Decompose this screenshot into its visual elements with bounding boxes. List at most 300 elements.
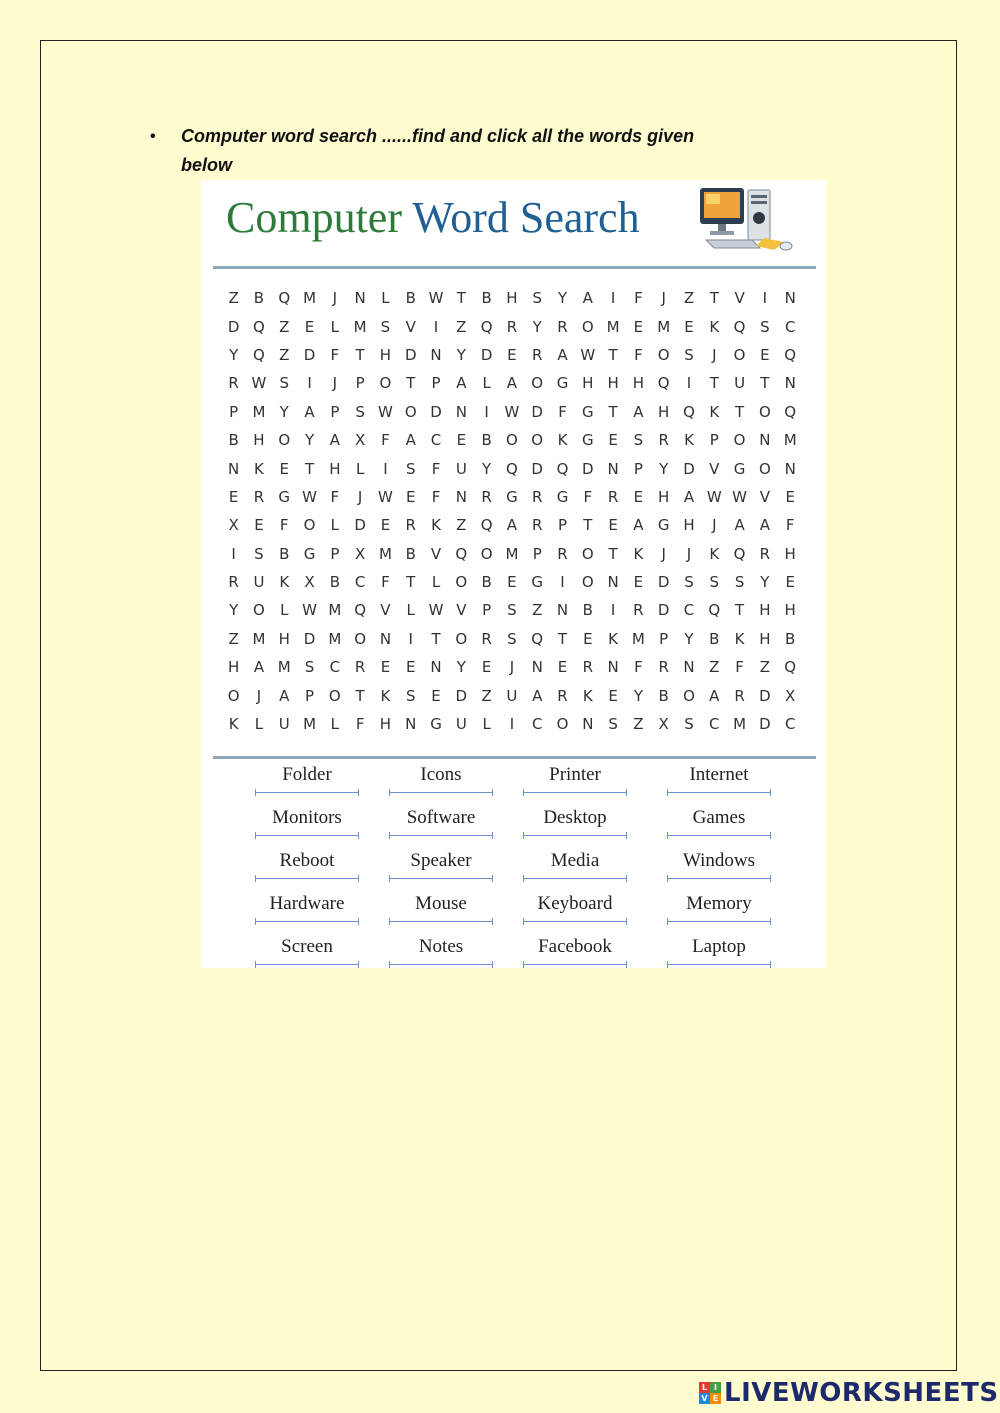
- grid-letter[interactable]: R: [531, 345, 543, 364]
- grid-letter[interactable]: I: [509, 715, 515, 734]
- grid-letter[interactable]: R: [734, 686, 745, 705]
- grid-letter[interactable]: P: [229, 402, 239, 421]
- grid-letter[interactable]: Q: [480, 317, 493, 336]
- grid-letter[interactable]: E: [405, 487, 416, 506]
- grid-letter[interactable]: D: [303, 345, 316, 364]
- grid-letter[interactable]: A: [304, 402, 315, 421]
- grid-letter[interactable]: A: [734, 516, 745, 535]
- grid-letter[interactable]: L: [431, 573, 441, 592]
- grid-letter[interactable]: W: [706, 487, 722, 506]
- grid-letter[interactable]: Z: [683, 289, 695, 308]
- grid-letter[interactable]: M: [328, 629, 342, 648]
- grid-letter[interactable]: I: [231, 544, 236, 563]
- grid-letter[interactable]: B: [405, 289, 416, 308]
- grid-letter[interactable]: F: [330, 487, 340, 506]
- grid-letter[interactable]: F: [785, 516, 795, 535]
- grid-letter[interactable]: E: [633, 487, 644, 506]
- grid-letter[interactable]: G: [430, 715, 442, 734]
- grid-letter[interactable]: S: [507, 629, 517, 648]
- grid-letter[interactable]: H: [506, 289, 518, 308]
- grid-letter[interactable]: S: [684, 573, 694, 592]
- grid-letter[interactable]: J: [357, 487, 363, 506]
- grid-letter[interactable]: F: [558, 402, 567, 421]
- grid-letter[interactable]: G: [657, 516, 670, 535]
- grid-letter[interactable]: N: [556, 601, 569, 620]
- grid-letter[interactable]: L: [330, 715, 340, 734]
- grid-letter[interactable]: O: [657, 345, 670, 364]
- grid-letter[interactable]: S: [734, 573, 745, 592]
- grid-letter[interactable]: Q: [733, 317, 746, 336]
- grid-letter[interactable]: L: [482, 715, 491, 734]
- grid-letter[interactable]: H: [759, 629, 771, 648]
- grid-letter[interactable]: N: [784, 374, 796, 393]
- grid-letter[interactable]: N: [784, 459, 796, 478]
- grid-letter[interactable]: R: [607, 487, 619, 506]
- grid-letter[interactable]: X: [228, 516, 239, 535]
- grid-letter[interactable]: R: [253, 487, 265, 506]
- grid-letter[interactable]: S: [633, 431, 644, 450]
- grid-letter[interactable]: R: [759, 544, 771, 563]
- grid-letter[interactable]: A: [253, 658, 265, 677]
- grid-letter[interactable]: H: [658, 487, 670, 506]
- grid-letter[interactable]: O: [227, 686, 240, 705]
- grid-letter[interactable]: K: [684, 431, 694, 450]
- grid-letter[interactable]: J: [661, 544, 666, 563]
- grid-letter[interactable]: W: [732, 487, 747, 506]
- grid-letter[interactable]: V: [380, 601, 391, 620]
- grid-letter[interactable]: W: [504, 402, 520, 421]
- grid-letter[interactable]: H: [253, 431, 265, 450]
- grid-letter[interactable]: S: [405, 459, 416, 478]
- grid-letter[interactable]: D: [759, 686, 771, 705]
- grid-letter[interactable]: D: [657, 601, 670, 620]
- grid-letter[interactable]: S: [355, 402, 365, 421]
- grid-letter[interactable]: Q: [733, 544, 746, 563]
- grid-letter[interactable]: D: [354, 516, 366, 535]
- grid-letter[interactable]: P: [355, 374, 365, 393]
- grid-letter[interactable]: A: [683, 487, 695, 506]
- grid-letter[interactable]: A: [709, 686, 720, 705]
- grid-letter[interactable]: Z: [228, 289, 239, 308]
- grid-letter[interactable]: A: [582, 289, 593, 308]
- grid-letter[interactable]: T: [608, 345, 618, 364]
- grid-letter[interactable]: E: [431, 686, 441, 705]
- grid-letter[interactable]: I: [307, 374, 312, 393]
- grid-letter[interactable]: E: [633, 573, 644, 592]
- grid-letter[interactable]: E: [380, 516, 391, 535]
- grid-letter[interactable]: B: [481, 431, 492, 450]
- grid-letter[interactable]: R: [633, 601, 644, 620]
- grid-letter[interactable]: L: [280, 601, 289, 620]
- grid-letter[interactable]: F: [634, 658, 643, 677]
- grid-letter[interactable]: D: [303, 629, 316, 648]
- grid-letter[interactable]: F: [381, 431, 390, 450]
- grid-letter[interactable]: N: [430, 658, 442, 677]
- grid-letter[interactable]: E: [254, 516, 264, 535]
- grid-letter[interactable]: S: [684, 345, 694, 364]
- grid-letter[interactable]: N: [683, 658, 695, 677]
- grid-letter[interactable]: U: [455, 715, 467, 734]
- grid-letter[interactable]: R: [481, 629, 492, 648]
- grid-letter[interactable]: T: [608, 402, 618, 421]
- grid-letter[interactable]: S: [380, 317, 391, 336]
- grid-letter[interactable]: N: [379, 629, 392, 648]
- grid-letter[interactable]: M: [783, 431, 797, 450]
- grid-letter[interactable]: Q: [784, 658, 797, 677]
- grid-letter[interactable]: N: [455, 487, 467, 506]
- grid-letter[interactable]: T: [709, 374, 719, 393]
- grid-letter[interactable]: P: [557, 516, 568, 535]
- grid-letter[interactable]: J: [712, 516, 717, 535]
- grid-letter[interactable]: N: [531, 658, 543, 677]
- grid-letter[interactable]: M: [733, 715, 747, 734]
- grid-letter[interactable]: S: [507, 601, 517, 620]
- grid-letter[interactable]: X: [304, 573, 315, 592]
- grid-letter[interactable]: N: [607, 459, 619, 478]
- grid-letter[interactable]: G: [556, 487, 569, 506]
- grid-letter[interactable]: S: [709, 573, 720, 592]
- grid-letter[interactable]: L: [482, 374, 491, 393]
- grid-letter[interactable]: O: [328, 686, 341, 705]
- grid-letter[interactable]: Q: [455, 544, 468, 563]
- grid-letter[interactable]: V: [430, 544, 442, 563]
- grid-letter[interactable]: R: [506, 317, 518, 336]
- grid-letter[interactable]: T: [406, 374, 416, 393]
- grid-letter[interactable]: Q: [784, 402, 797, 421]
- grid-letter[interactable]: Q: [278, 289, 291, 308]
- grid-letter[interactable]: H: [607, 374, 619, 393]
- grid-letter[interactable]: D: [455, 686, 468, 705]
- grid-letter[interactable]: Q: [253, 317, 265, 336]
- grid-letter[interactable]: N: [607, 573, 619, 592]
- grid-letter[interactable]: H: [784, 544, 796, 563]
- grid-letter[interactable]: G: [506, 487, 518, 506]
- grid-letter[interactable]: K: [608, 629, 619, 648]
- grid-letter[interactable]: T: [355, 345, 365, 364]
- grid-letter[interactable]: H: [759, 601, 771, 620]
- grid-letter[interactable]: H: [784, 601, 796, 620]
- grid-letter[interactable]: S: [684, 715, 694, 734]
- grid-letter[interactable]: M: [631, 629, 645, 648]
- grid-letter[interactable]: P: [659, 629, 669, 648]
- grid-letter[interactable]: Q: [253, 345, 265, 364]
- grid-letter[interactable]: Y: [633, 686, 643, 705]
- grid-letter[interactable]: Q: [556, 459, 569, 478]
- grid-letter[interactable]: I: [686, 374, 692, 393]
- grid-letter[interactable]: R: [228, 573, 239, 592]
- grid-letter[interactable]: S: [608, 715, 618, 734]
- grid-letter[interactable]: M: [303, 715, 317, 734]
- grid-letter[interactable]: O: [404, 402, 417, 421]
- grid-letter[interactable]: Z: [228, 629, 239, 648]
- grid-letter[interactable]: A: [633, 516, 644, 535]
- grid-letter[interactable]: H: [683, 516, 695, 535]
- grid-letter[interactable]: P: [532, 544, 542, 563]
- grid-letter[interactable]: B: [658, 686, 669, 705]
- grid-letter[interactable]: O: [480, 544, 493, 563]
- grid-letter[interactable]: C: [354, 573, 366, 592]
- grid-letter[interactable]: S: [304, 658, 315, 677]
- grid-letter[interactable]: Q: [708, 601, 721, 620]
- grid-letter[interactable]: I: [383, 459, 388, 478]
- grid-letter[interactable]: T: [406, 573, 416, 592]
- grid-letter[interactable]: O: [379, 374, 392, 393]
- grid-letter[interactable]: J: [509, 658, 515, 677]
- grid-letter[interactable]: O: [758, 402, 771, 421]
- grid-letter[interactable]: T: [304, 459, 315, 478]
- grid-letter[interactable]: Z: [759, 658, 771, 677]
- grid-letter[interactable]: N: [430, 345, 442, 364]
- grid-letter[interactable]: B: [582, 601, 593, 620]
- grid-letter[interactable]: K: [633, 544, 644, 563]
- grid-letter[interactable]: W: [302, 487, 317, 506]
- grid-letter[interactable]: R: [405, 516, 416, 535]
- grid-letter[interactable]: F: [634, 289, 643, 308]
- grid-letter[interactable]: S: [279, 374, 289, 393]
- grid-letter[interactable]: Y: [684, 629, 694, 648]
- grid-letter[interactable]: Y: [760, 573, 770, 592]
- grid-letter[interactable]: R: [557, 544, 568, 563]
- grid-letter[interactable]: E: [507, 573, 517, 592]
- grid-letter[interactable]: K: [734, 629, 745, 648]
- grid-letter[interactable]: R: [228, 374, 239, 393]
- grid-letter[interactable]: Q: [506, 459, 518, 478]
- grid-letter[interactable]: B: [709, 629, 720, 648]
- grid-letter[interactable]: N: [607, 658, 619, 677]
- grid-letter[interactable]: X: [354, 431, 366, 450]
- grid-letter[interactable]: T: [355, 686, 365, 705]
- grid-letter[interactable]: O: [758, 459, 771, 478]
- grid-letter[interactable]: C: [531, 715, 543, 734]
- grid-letter[interactable]: A: [532, 686, 543, 705]
- grid-letter[interactable]: M: [353, 317, 367, 336]
- grid-letter[interactable]: Y: [229, 345, 239, 364]
- grid-letter[interactable]: Z: [279, 317, 290, 336]
- grid-letter[interactable]: Q: [531, 629, 544, 648]
- grid-letter[interactable]: N: [582, 715, 594, 734]
- grid-letter[interactable]: E: [557, 658, 568, 677]
- grid-letter[interactable]: T: [735, 402, 745, 421]
- grid-letter[interactable]: D: [531, 459, 543, 478]
- grid-letter[interactable]: U: [278, 715, 290, 734]
- grid-letter[interactable]: Y: [482, 459, 492, 478]
- grid-letter[interactable]: L: [330, 317, 340, 336]
- grid-letter[interactable]: Q: [683, 402, 695, 421]
- grid-letter[interactable]: F: [431, 459, 441, 478]
- grid-letter[interactable]: T: [557, 629, 568, 648]
- grid-letter[interactable]: W: [428, 601, 444, 620]
- grid-letter[interactable]: O: [733, 345, 746, 364]
- grid-letter[interactable]: B: [481, 289, 492, 308]
- grid-letter[interactable]: M: [505, 544, 519, 563]
- grid-letter[interactable]: O: [581, 317, 594, 336]
- grid-letter[interactable]: Z: [456, 317, 467, 336]
- grid-letter[interactable]: E: [481, 658, 492, 677]
- grid-letter[interactable]: L: [355, 459, 365, 478]
- grid-letter[interactable]: E: [785, 573, 795, 592]
- grid-letter[interactable]: E: [633, 317, 644, 336]
- grid-letter[interactable]: K: [254, 459, 264, 478]
- grid-letter[interactable]: G: [581, 402, 594, 421]
- grid-letter[interactable]: G: [303, 544, 316, 563]
- grid-letter[interactable]: Q: [354, 601, 367, 620]
- grid-letter[interactable]: O: [733, 431, 746, 450]
- grid-letter[interactable]: R: [658, 658, 669, 677]
- grid-letter[interactable]: O: [581, 573, 594, 592]
- grid-letter[interactable]: E: [608, 686, 618, 705]
- grid-letter[interactable]: S: [532, 289, 542, 308]
- grid-letter[interactable]: X: [354, 544, 366, 563]
- grid-letter[interactable]: W: [378, 487, 393, 506]
- grid-letter[interactable]: G: [531, 573, 544, 592]
- grid-letter[interactable]: K: [431, 516, 441, 535]
- grid-letter[interactable]: Y: [532, 317, 542, 336]
- grid-letter[interactable]: T: [608, 544, 618, 563]
- grid-letter[interactable]: A: [557, 345, 568, 364]
- grid-letter[interactable]: A: [506, 374, 518, 393]
- grid-letter[interactable]: U: [734, 374, 746, 393]
- grid-letter[interactable]: E: [507, 345, 517, 364]
- grid-letter[interactable]: R: [354, 658, 366, 677]
- grid-letter[interactable]: D: [531, 402, 543, 421]
- grid-letter[interactable]: T: [583, 516, 593, 535]
- grid-letter[interactable]: P: [330, 544, 340, 563]
- grid-letter[interactable]: H: [632, 374, 645, 393]
- grid-letter[interactable]: C: [784, 715, 796, 734]
- grid-letter[interactable]: W: [428, 289, 444, 308]
- grid-letter[interactable]: H: [228, 658, 240, 677]
- grid-letter[interactable]: C: [430, 431, 442, 450]
- grid-letter[interactable]: B: [253, 289, 265, 308]
- grid-letter[interactable]: O: [581, 544, 594, 563]
- grid-letter[interactable]: E: [405, 658, 416, 677]
- grid-letter[interactable]: O: [303, 516, 316, 535]
- grid-letter[interactable]: V: [734, 289, 745, 308]
- grid-letter[interactable]: Z: [279, 345, 290, 364]
- grid-letter[interactable]: E: [279, 459, 289, 478]
- grid-letter[interactable]: Q: [480, 516, 493, 535]
- grid-letter[interactable]: H: [329, 459, 341, 478]
- grid-letter[interactable]: W: [251, 374, 267, 393]
- grid-letter[interactable]: F: [330, 345, 340, 364]
- grid-letter[interactable]: B: [279, 544, 290, 563]
- grid-letter[interactable]: F: [279, 516, 289, 535]
- grid-letter[interactable]: O: [253, 601, 265, 620]
- grid-letter[interactable]: S: [254, 544, 264, 563]
- grid-letter[interactable]: K: [380, 686, 391, 705]
- grid-letter[interactable]: Y: [279, 402, 289, 421]
- grid-letter[interactable]: O: [455, 573, 468, 592]
- grid-letter[interactable]: G: [581, 431, 594, 450]
- grid-letter[interactable]: R: [582, 658, 594, 677]
- grid-letter[interactable]: C: [784, 317, 796, 336]
- grid-letter[interactable]: D: [404, 345, 417, 364]
- grid-letter[interactable]: Z: [456, 516, 467, 535]
- grid-letter[interactable]: T: [760, 374, 770, 393]
- grid-letter[interactable]: D: [582, 459, 594, 478]
- grid-letter[interactable]: E: [228, 487, 239, 506]
- grid-letter[interactable]: K: [557, 431, 568, 450]
- grid-letter[interactable]: J: [332, 289, 338, 308]
- grid-letter[interactable]: L: [330, 516, 340, 535]
- grid-letter[interactable]: V: [759, 487, 771, 506]
- grid-letter[interactable]: P: [330, 402, 340, 421]
- grid-letter[interactable]: E: [608, 516, 618, 535]
- grid-letter[interactable]: I: [433, 317, 439, 336]
- grid-letter[interactable]: W: [580, 345, 596, 364]
- grid-letter[interactable]: M: [657, 317, 671, 336]
- grid-letter[interactable]: Y: [229, 601, 239, 620]
- grid-letter[interactable]: I: [610, 289, 616, 308]
- grid-letter[interactable]: X: [658, 715, 669, 734]
- grid-letter[interactable]: M: [606, 317, 620, 336]
- grid-letter[interactable]: Y: [456, 658, 466, 677]
- grid-letter[interactable]: D: [430, 402, 442, 421]
- grid-letter[interactable]: T: [735, 601, 745, 620]
- grid-letter[interactable]: J: [712, 345, 717, 364]
- grid-letter[interactable]: E: [608, 431, 618, 450]
- grid-letter[interactable]: M: [252, 402, 266, 421]
- grid-letter[interactable]: E: [380, 658, 391, 677]
- grid-letter[interactable]: J: [332, 374, 338, 393]
- grid-letter[interactable]: I: [484, 402, 489, 421]
- grid-letter[interactable]: N: [405, 715, 417, 734]
- grid-letter[interactable]: K: [228, 715, 239, 734]
- grid-letter[interactable]: R: [531, 487, 543, 506]
- grid-letter[interactable]: G: [733, 459, 746, 478]
- grid-letter[interactable]: E: [760, 345, 770, 364]
- grid-letter[interactable]: J: [256, 686, 262, 705]
- grid-letter[interactable]: Y: [557, 289, 568, 308]
- grid-letter[interactable]: U: [506, 686, 518, 705]
- grid-letter[interactable]: H: [379, 715, 392, 734]
- grid-letter[interactable]: F: [634, 345, 643, 364]
- grid-letter[interactable]: F: [381, 573, 390, 592]
- grid-letter[interactable]: J: [661, 289, 666, 308]
- grid-letter[interactable]: H: [379, 345, 392, 364]
- grid-letter[interactable]: P: [633, 459, 643, 478]
- grid-letter[interactable]: F: [355, 715, 365, 734]
- grid-letter[interactable]: B: [785, 629, 796, 648]
- grid-letter[interactable]: R: [531, 516, 543, 535]
- grid-letter[interactable]: N: [455, 402, 467, 421]
- grid-letter[interactable]: P: [709, 431, 719, 450]
- grid-letter[interactable]: L: [406, 601, 415, 620]
- grid-letter[interactable]: D: [759, 715, 771, 734]
- grid-letter[interactable]: P: [305, 686, 315, 705]
- grid-letter[interactable]: M: [328, 601, 342, 620]
- grid-letter[interactable]: N: [784, 289, 796, 308]
- grid-letter[interactable]: O: [683, 686, 695, 705]
- grid-letter[interactable]: Z: [709, 658, 720, 677]
- grid-letter[interactable]: E: [456, 431, 467, 450]
- grid-letter[interactable]: D: [480, 345, 493, 364]
- grid-letter[interactable]: D: [227, 317, 240, 336]
- grid-letter[interactable]: E: [583, 629, 593, 648]
- grid-letter[interactable]: W: [302, 601, 317, 620]
- grid-letter[interactable]: J: [686, 544, 692, 563]
- grid-letter[interactable]: I: [762, 289, 768, 308]
- grid-letter[interactable]: I: [408, 629, 413, 648]
- grid-letter[interactable]: T: [431, 629, 441, 648]
- grid-letter[interactable]: R: [658, 431, 669, 450]
- grid-letter[interactable]: V: [709, 459, 720, 478]
- grid-letter[interactable]: O: [531, 374, 544, 393]
- grid-letter[interactable]: K: [582, 686, 593, 705]
- grid-letter[interactable]: P: [482, 601, 492, 620]
- grid-letter[interactable]: F: [583, 487, 593, 506]
- grid-letter[interactable]: H: [582, 374, 594, 393]
